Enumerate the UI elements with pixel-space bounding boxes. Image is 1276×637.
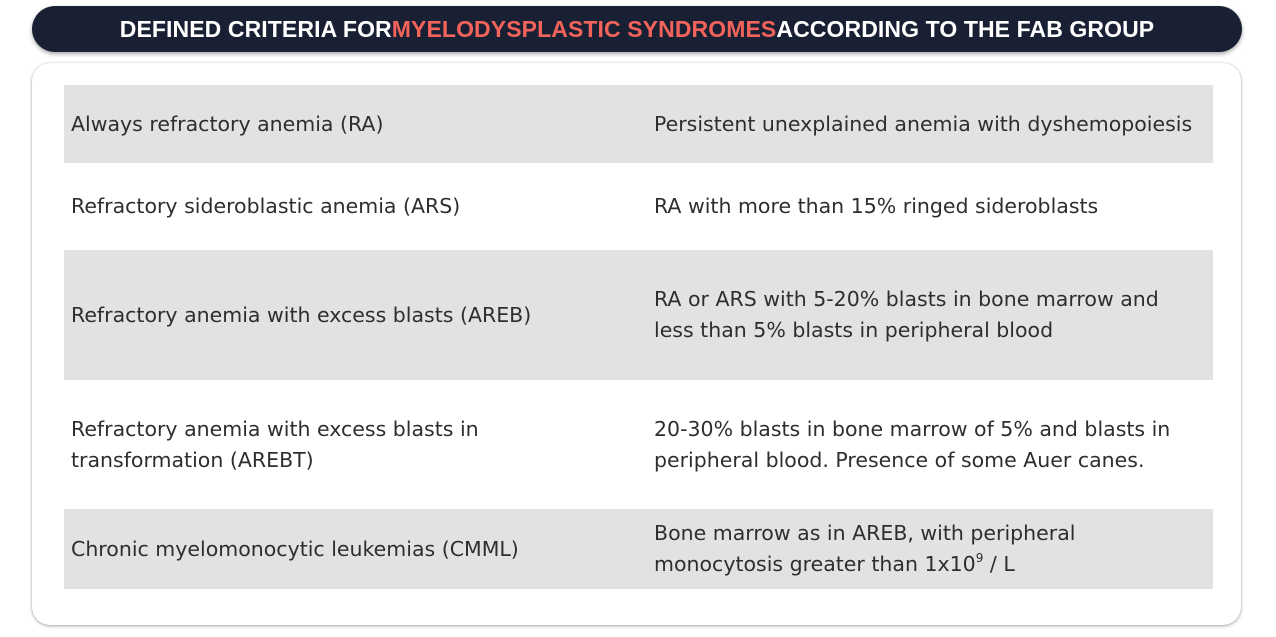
table-row — [64, 250, 1213, 380]
criteria-cell — [654, 284, 1159, 346]
criteria-line: Persistent unexplained anemia with dyshemopoiesis — [654, 111, 1193, 136]
criteria-cell — [654, 414, 1170, 476]
table-row — [64, 380, 1213, 509]
criteria-unit: / L — [983, 552, 1015, 576]
criteria-line: less than 5% blasts in peripheral blood — [654, 318, 1054, 342]
category-line: Refractory anemia with excess blasts (AREB) — [71, 302, 532, 327]
criteria-cell — [654, 191, 1098, 222]
criteria-line: RA with more than 15% ringed sideroblasts — [654, 194, 1099, 218]
category-cell — [71, 300, 531, 331]
criteria-table — [64, 85, 1213, 589]
category-cell — [71, 191, 460, 222]
criteria-line: peripheral blood. Presence of some Auer canes. — [654, 447, 1145, 472]
criteria-line: 20-30% blasts in bone marrow of 5% and blasts in — [654, 416, 1171, 441]
title-highlight: MYELODYSPLASTIC SYNDROMES — [391, 15, 777, 42]
category-line: transformation (AREBT) — [71, 447, 314, 472]
table-row — [64, 85, 1213, 163]
category-cell — [71, 534, 519, 565]
category-line: Always refractory anemia (RA) — [71, 111, 384, 136]
criteria-cell — [654, 109, 1192, 140]
criteria-cell — [654, 518, 1075, 580]
category-cell — [71, 109, 383, 140]
title-banner — [32, 6, 1242, 52]
criteria-line — [654, 549, 1075, 580]
category-line: Chronic myelomonocytic leukemias (CMML) — [71, 536, 519, 561]
table-row — [64, 163, 1213, 250]
criteria-text: monocytosis greater than 1x10 — [654, 552, 976, 576]
criteria-line: RA or ARS with 5-20% blasts in bone marrow and — [654, 287, 1159, 311]
criteria-line: Bone marrow as in AREB, with peripheral — [654, 521, 1076, 545]
table-row — [64, 509, 1213, 589]
title-prefix: DEFINED CRITERIA FOR — [119, 15, 392, 42]
category-line: Refractory sideroblastic anemia (ARS) — [71, 194, 461, 218]
title-suffix: ACCORDING TO THE FAB GROUP — [776, 15, 1155, 42]
category-line: Refractory anemia with excess blasts in — [71, 416, 479, 441]
exponent: 9 — [975, 551, 984, 565]
category-cell — [71, 414, 479, 476]
